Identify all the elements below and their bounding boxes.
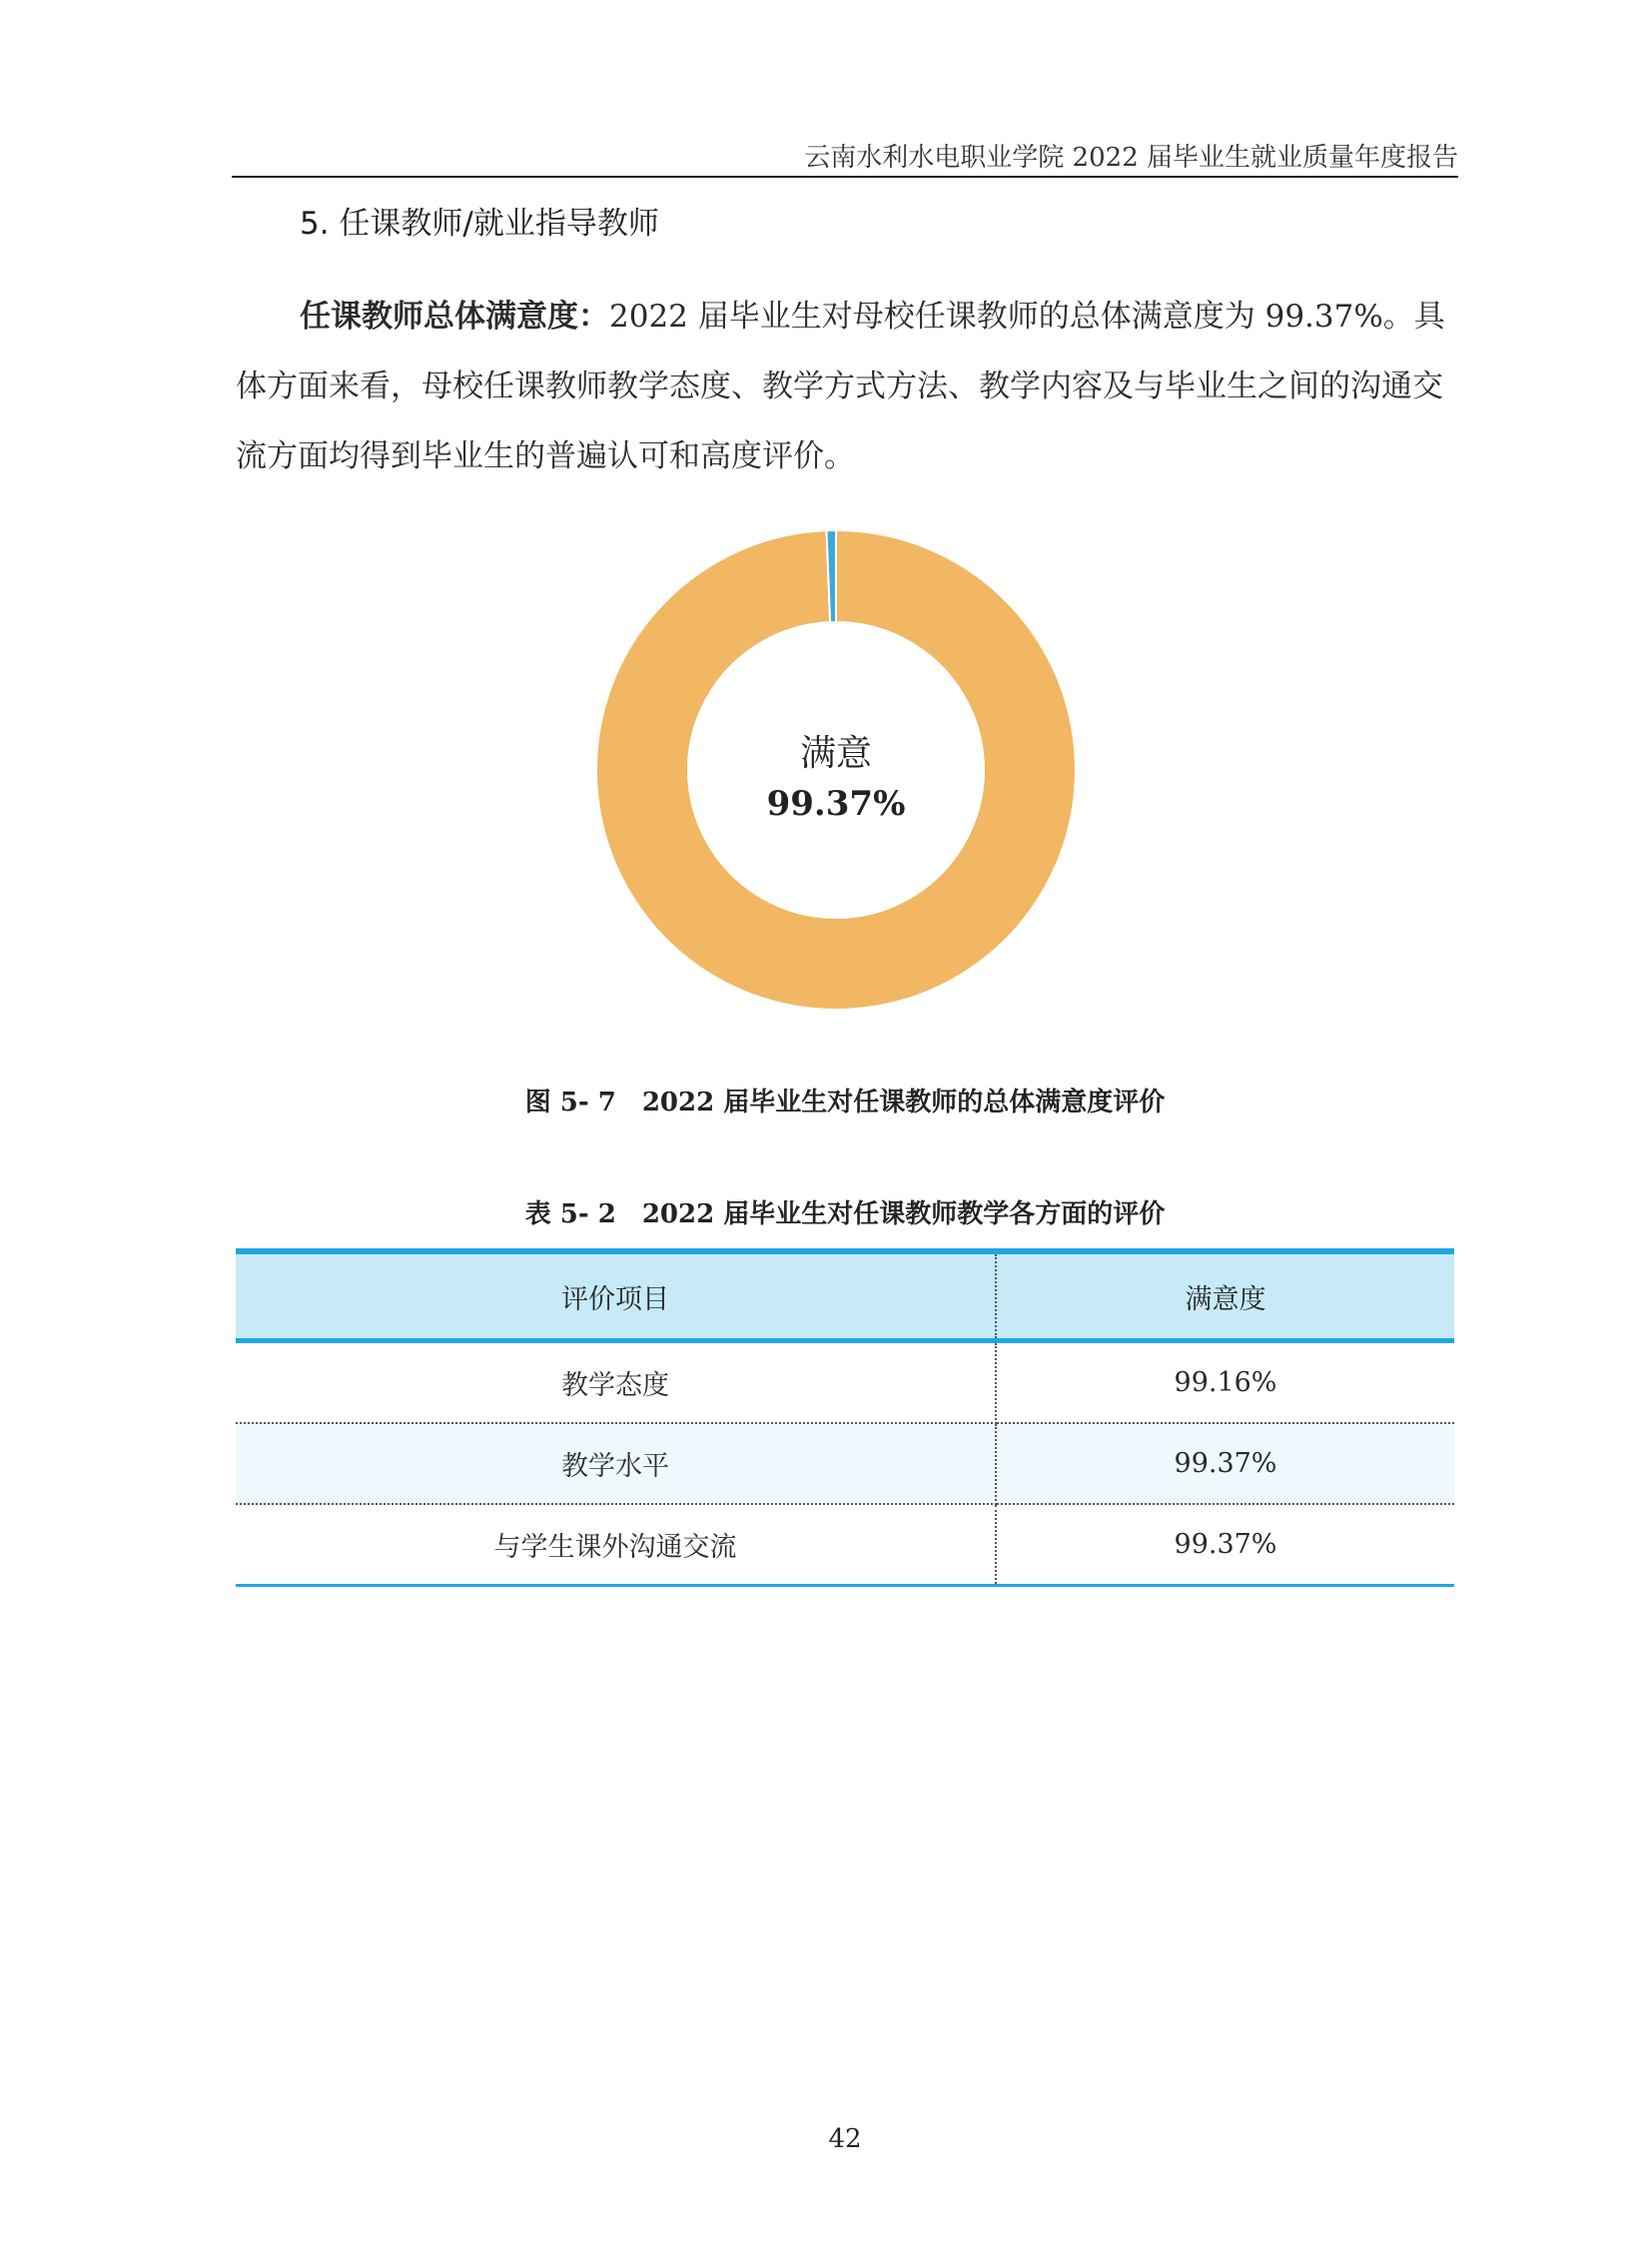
satisfaction-donut-chart bbox=[591, 525, 1081, 1015]
row-item-label: 教学态度 bbox=[236, 1341, 996, 1424]
row-satisfaction-value: 99.37% bbox=[996, 1423, 1454, 1504]
row-satisfaction-value: 99.37% bbox=[1174, 1529, 1277, 1560]
column-header-satisfaction: 满意度 bbox=[996, 1251, 1454, 1341]
paragraph-body: 2022 届毕业生对母校任课教师的总体满意度为 99.37%。具体方面来看，母校任课教师教学态度、教学方式方法、教学内容及与毕业生之间的沟通交流方面均得到毕业生的普遍认可和高度评价。 bbox=[236, 299, 1445, 474]
table-row bbox=[236, 1341, 1454, 1424]
donut-svg bbox=[591, 525, 1081, 1015]
page-number: 42 bbox=[828, 2124, 862, 2154]
header-divider bbox=[232, 176, 1458, 178]
row-satisfaction-value: 99.16% bbox=[996, 1341, 1454, 1424]
column-header-item: 评价项目 bbox=[236, 1251, 996, 1341]
donut-center-label: 满意 bbox=[799, 733, 873, 774]
running-header: 云南水利水电职业学院 2022 届毕业生就业质量年度报告 bbox=[804, 143, 1458, 173]
figure-caption: 图 5- 7 2022 届毕业生对任课教师的总体满意度评价 bbox=[524, 1088, 1166, 1118]
satisfaction-paragraph bbox=[236, 282, 1458, 491]
table-header-row bbox=[236, 1251, 1454, 1341]
row-item-label: 与学生课外沟通交流 bbox=[236, 1504, 996, 1586]
paragraph-lead: 任课教师总体满意度： bbox=[300, 299, 609, 335]
donut-center-value: 99.37% bbox=[766, 784, 906, 824]
section-title: 5. 任课教师/就业指导教师 bbox=[300, 206, 659, 242]
table-row bbox=[236, 1423, 1454, 1504]
table-caption: 表 5- 2 2022 届毕业生对任课教师教学各方面的评价 bbox=[524, 1199, 1166, 1229]
table-row bbox=[236, 1504, 1454, 1586]
teacher-evaluation-table bbox=[236, 1248, 1454, 1587]
row-item-label: 教学水平 bbox=[236, 1423, 996, 1504]
